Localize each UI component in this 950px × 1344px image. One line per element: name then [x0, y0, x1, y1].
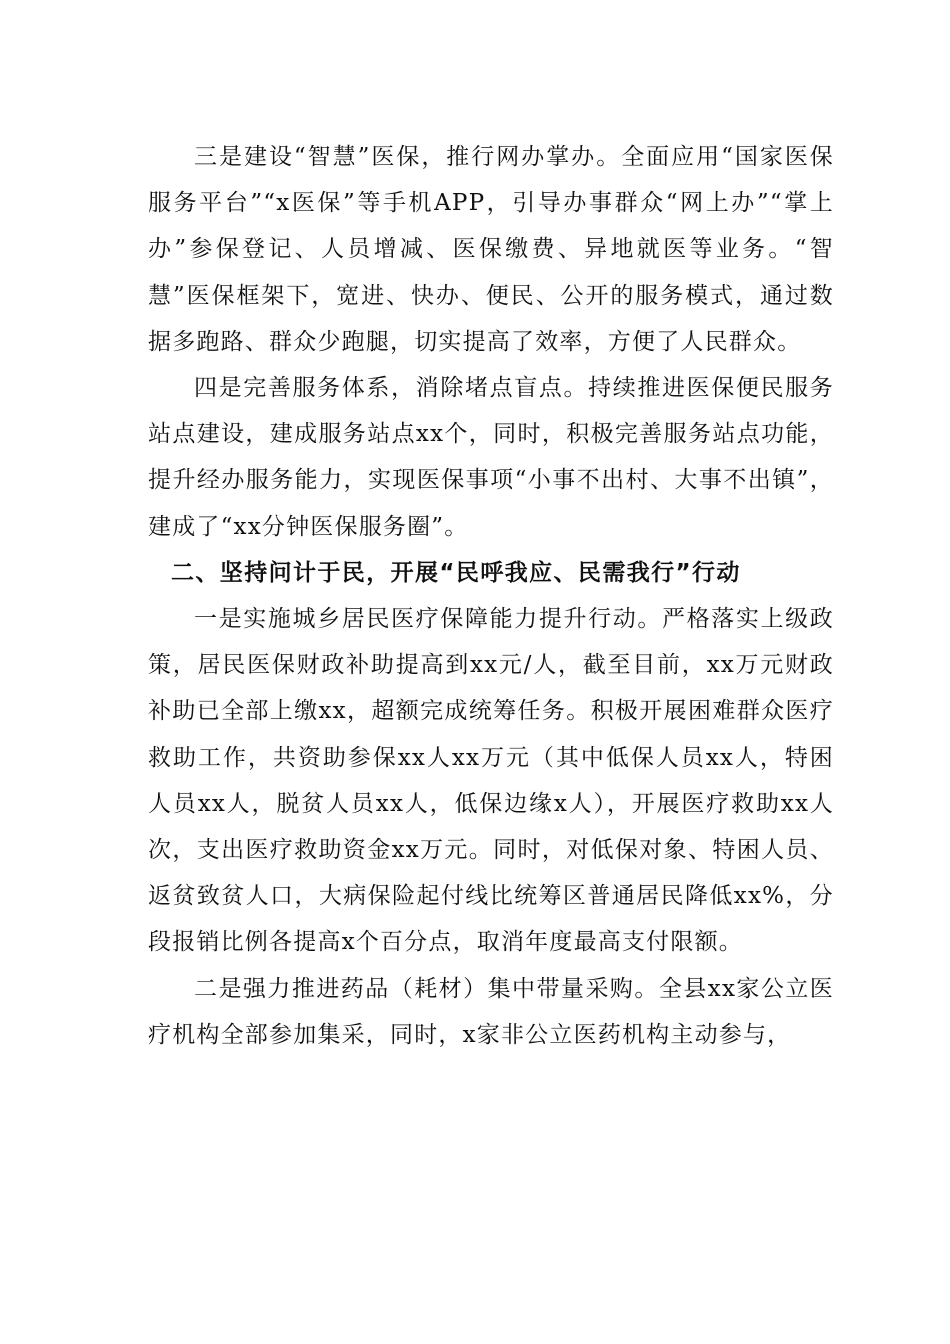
paragraph-body: 严格落实上级政策，居民医保财政补助提高到xx元/人，截至目前，xx万元财政补助已全部上缴xx，超额完成统筹任务。积极开展困难群众医疗救助工作，共资助参保xx人xx万元（其中低保人员xx人，特困人员xx人，脱贫人员xx人，低保边缘x人），开展医疗救助xx人次，支出医疗救助资金xx万元。同时，对低保对象、特困人员、返贫致贫人口，大病保险起付线比统筹区普通居民降低xx%，分段报销比例各提高x个百分点，取消年度最高支付限额。 [148, 606, 834, 956]
paragraph-body: 全面应用“国家医保服务平台”“x医保”等手机APP，引导办事群众“网上办”“掌上办”参保登记、人员增减、医保缴费、异地就医等业务。“智慧”医保框架下，宽进、快办、便民、公开的服务模式，通过数据多跑路、群众少跑腿，切实提高了效率，方便了人民群众。 [148, 144, 834, 355]
paragraph-lead: 一是实施城乡居民医疗保障能力提升行动。 [194, 606, 662, 633]
paragraph-body: 持续推进医保便民服务站点建设，建成服务站点xx个，同时，积极完善服务站点功能，提升经办服务能力，实现医保事项“小事不出村、大事不出镇”，建成了“xx分钟医保服务圈”。 [148, 375, 835, 540]
document-body [148, 134, 834, 1058]
paragraph-body: 全县xx家公立医疗机构全部参加集采，同时，x家非公立医药机构主动参与， [148, 975, 834, 1048]
paragraph-smart-insurance [148, 134, 834, 365]
paragraph-medical-security [148, 596, 834, 966]
paragraph-lead: 三是建设“智慧”医保，推行网办掌办。 [194, 144, 622, 170]
section-heading: 二、坚持问计于民，开展“民呼我应、民需我行”行动 [171, 559, 741, 586]
paragraph-service-system [148, 365, 834, 550]
paragraph-procurement [148, 966, 834, 1058]
paragraph-lead: 二是强力推进药品（耗材）集中带量采购。 [194, 975, 659, 1002]
paragraph-lead: 四是完善服务体系，消除堵点盲点。 [194, 375, 589, 402]
